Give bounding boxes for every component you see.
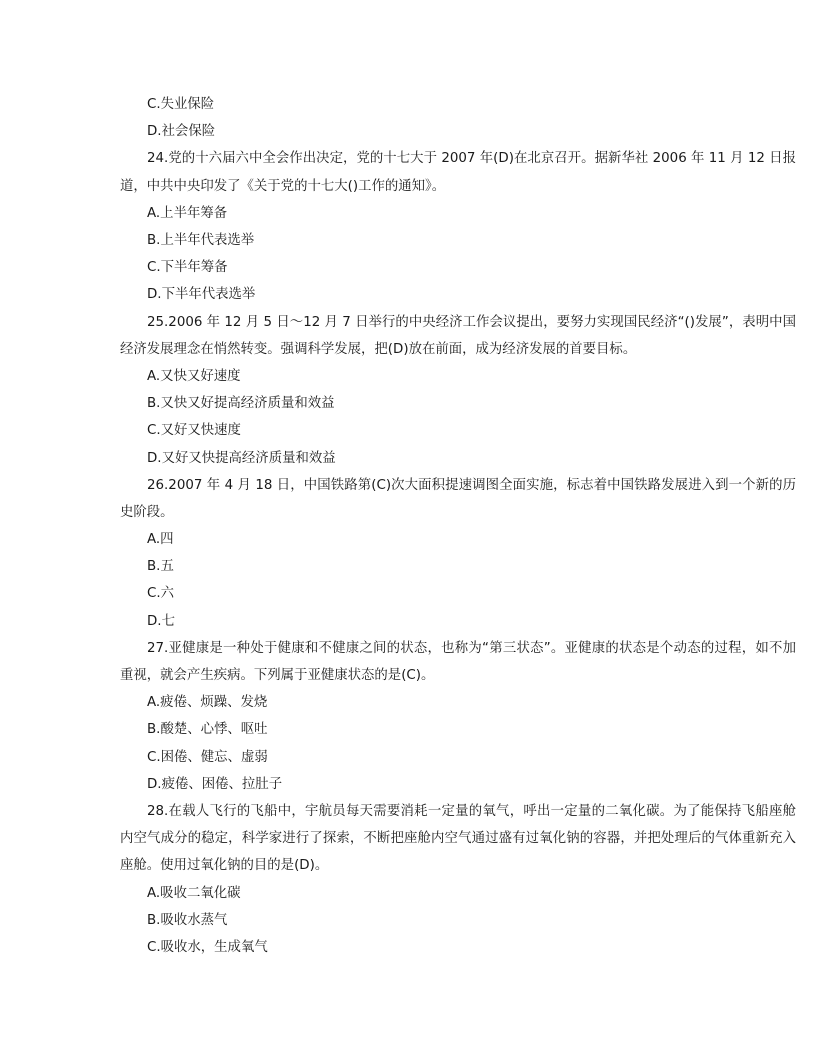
option-b-q26: B.五 [147,559,174,575]
document-body [120,91,796,961]
question-24: 24.党的十六届六中全会作出决定，党的十七大于 2007 年(D)在北京召开。据新华社 2006 年 11 月 12 日报道，中共中央印发了《关于党的十七大()工作的通知》。 [120,151,796,194]
option-c-q27: C.困倦、健忘、虚弱 [147,749,268,765]
option-c-q23: C.失业保险 [147,97,215,112]
option-d-q26: D.七 [147,613,175,629]
option-c-q25: C.又好又快速度 [147,423,241,439]
option-d-q25: D.又好又快提高经济质量和效益 [147,450,336,466]
option-d-q24: D.下半年代表选举 [147,287,256,303]
option-d-q27: D.疲倦、困倦、拉肚子 [147,776,283,792]
option-d-q23: D.社会保险 [147,124,216,140]
question-27: 27.亚健康是一种处于健康和不健康之间的状态，也称为“第三状态”。亚健康的状态是个动态的过程，如不加重视，就会产生疾病。下列属于亚健康状态的是(C)。 [120,640,796,684]
option-c-q28: C.吸收水，生成氧气 [147,939,268,955]
option-a-q28: A.吸收二氧化碳 [147,885,241,901]
option-b-q28: B.吸收水蒸气 [147,912,228,928]
option-b-q27: B.酸楚、心悸、呕吐 [147,722,268,738]
option-a-q24: A.上半年筹备 [147,205,228,221]
question-26: 26.2007 年 4 月 18 日，中国铁路第(C)次大面积提速调图全面实施，标志着中国铁路发展进入到一个新的历史阶段。 [120,477,796,520]
option-c-q24: C.下半年筹备 [147,260,228,276]
option-a-q25: A.又快又好速度 [147,368,241,384]
option-c-q26: C.六 [147,586,174,602]
option-b-q24: B.上半年代表选举 [147,232,255,248]
option-b-q25: B.又快又好提高经济质量和效益 [147,396,335,412]
question-28: 28.在载人飞行的飞船中，宇航员每天需要消耗一定量的氧气，呼出一定量的二氧化碳。为了能保持飞船座舱内空气成分的稳定，科学家进行了探索，不断把座舱内空气通过盛有过氧化钠的容器，并把处理后的气体重新充入座舱。使用过氧化钠的目的是(D)。 [120,804,796,874]
option-a-q26: A.四 [147,532,174,548]
question-25: 25.2006 年 12 月 5 日～12 月 7 日举行的中央经济工作会议提出，要努力实现国民经济“()发展”，表明中国经济发展理念在悄然转变。强调科学发展，把(D)放在前面，成为经济发展的首要目标。 [120,314,796,357]
option-a-q27: A.疲倦、烦躁、发烧 [147,695,268,711]
